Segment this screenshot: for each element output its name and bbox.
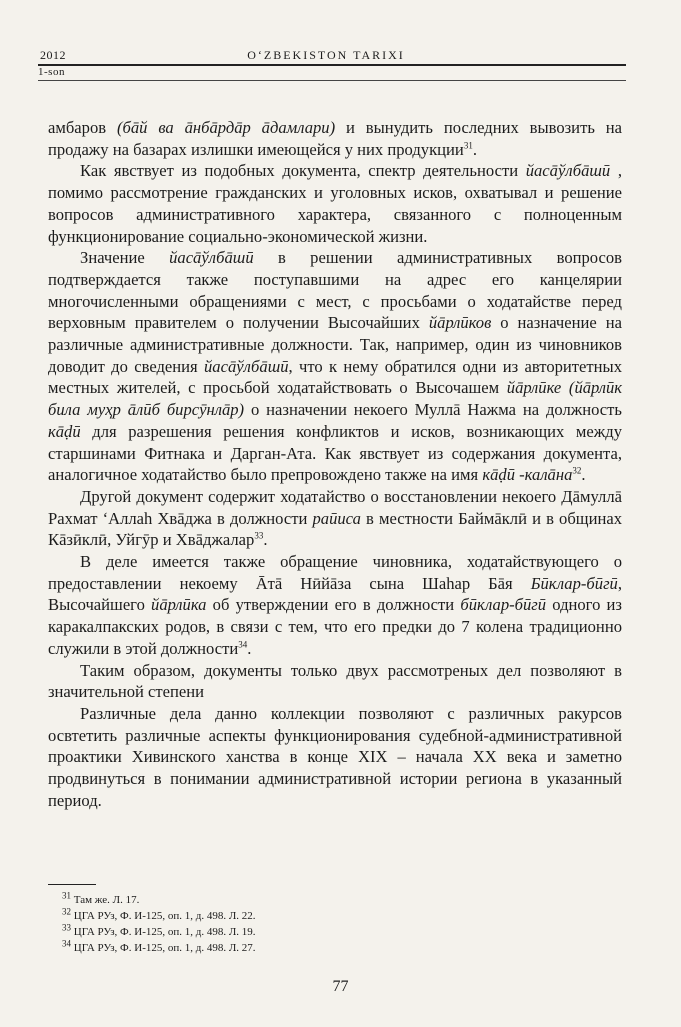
text-run: и вынудить последних вывозить на продажу на базарах излишки имеющейся у них продукции [48, 118, 623, 159]
italic-term: бӣклар-бӣгӣ [460, 595, 547, 615]
text-run: в местности Баймāклӣ и в общинах Кāзӣклӣ, Уйгӯр и Хвāджалар [48, 508, 622, 550]
italic-term: йāрлӣке (йāрлӣк била муҳр āлӣб бирсӯнлāр) [48, 378, 622, 420]
footnote [62, 924, 462, 940]
text-run: . [263, 530, 268, 550]
text-run: амбаров [48, 118, 117, 137]
italic-term: кāḍӣ [48, 421, 81, 441]
text-run: . [581, 465, 586, 485]
article-body [48, 117, 622, 812]
text-run: о назначении некоего Муллā Нажма на должность [244, 400, 622, 420]
header-year: 2012 [40, 48, 66, 62]
text-run: Различные дела данно коллекции позволяют с различных ракурсов освтетить различные аспекты функционирования судебной-административной проактики Хивинского ханства в конце XIX – начала XX века и заметно продвинуться в понимании административной истории региона в указанный период. [48, 703, 622, 810]
text-run: , помимо рассмотрение гражданских и уголовных исков, охватывал и решение вопросов административного характера, связанного с полноценным функционирование социально-экономической жизни. [48, 161, 622, 246]
text-run: . [472, 139, 477, 159]
footnotes [62, 892, 462, 956]
footnote-number: 33 [62, 922, 71, 933]
italic-term: раӣиса [312, 508, 361, 528]
italic-term: йасāўлбāшӣ [525, 161, 611, 181]
footnote-text: ЦГА РУз, Ф. И-125, оп. 1, д. 498. Л. 19. [71, 926, 256, 938]
italic-term: йāрлӣков [428, 313, 492, 333]
text-run: . [247, 638, 252, 658]
header-rule [38, 64, 626, 66]
italic-term: йасāўлбāшӣ [204, 356, 289, 376]
paragraph [48, 660, 622, 703]
footnote-text: ЦГА РУз, Ф. И-125, оп. 1, д. 498. Л. 22. [71, 910, 256, 922]
header-issue: 1-son [38, 66, 65, 78]
paragraph [48, 117, 622, 160]
text-run: о назначение на различные административные должности. Так, например, один из чиновников доводит до сведения [48, 313, 622, 376]
paragraph [48, 247, 622, 486]
header-rule-thin [38, 80, 626, 81]
footnote-ref: 32 [572, 465, 582, 476]
text-run: для разрешения решения конфликтов и исков, возникающих между старшинами Фитнака и Дарган-Ата. Как явствует из содержания документа, аналогичное ходатайство было препровождено также на имя [48, 421, 622, 485]
header-journal-title: O‘ZBEKISTON TARIXI [247, 48, 405, 62]
footnote-ref: 34 [238, 639, 248, 650]
page-number: 77 [332, 978, 349, 995]
text-run: Другой документ содержит ходатайство о восстановлении некоего Дāмуллā Рахмат ‘Аллаh Хвāджа в должности [48, 486, 622, 528]
footnote-ref: 33 [254, 530, 264, 541]
italic-term: кāḍӣ -калāна [482, 465, 573, 485]
footnote-number: 32 [62, 906, 71, 917]
text-run: Значение [80, 248, 170, 268]
italic-term: йāрлӣка [151, 595, 207, 615]
text-run: , что к нему обратился одни из авторитетных местных жителей, с просьбой ходатайствовать о Высочашем [48, 356, 622, 398]
text-run: , Высочайшего [48, 573, 622, 615]
text-run: Таким образом, документы только двух рассмотреных дел позволяют в значительной степени [48, 660, 622, 702]
footnote-number: 34 [62, 938, 71, 949]
footnote-text: ЦГА РУз, Ф. И-125, оп. 1, д. 498. Л. 27. [71, 942, 256, 954]
footnote-ref: 31 [463, 140, 473, 151]
italic-term: Бӣклар-бӣгӣ [530, 573, 618, 593]
footnote [62, 940, 462, 956]
paragraph [48, 160, 622, 247]
footnote [62, 892, 462, 908]
text-run: В деле имеется также обращение чиновника, ходатайствующего о предоставлении некоему Āтā Нӣйāза сына Шаhар Бāя [48, 552, 622, 593]
footnote-number: 31 [62, 890, 71, 901]
footnote-rule [48, 884, 96, 885]
text-run: в решении административных вопросов подтверждается также поступавшими на адрес его канцелярии многочисленными обращениями с мест, с просьбами о ходатайстве перед верховным правителем о получении Высочайших [48, 248, 622, 333]
footnote [62, 908, 462, 924]
text-run: об утверждении его в должности [206, 595, 461, 615]
footnote-text: Там же. Л. 17. [71, 894, 140, 906]
paragraph [48, 486, 622, 551]
paragraph [48, 551, 622, 660]
running-head [40, 48, 626, 63]
paragraph [48, 703, 622, 812]
italic-term: (бāй ва āнбāрдāр āдамлари) [116, 118, 336, 137]
italic-term: йасāўлбāшӣ [169, 248, 254, 268]
text-run: Как явствует из подобных документа, спектр деятельности [80, 161, 526, 181]
text-run: одного из каракалпакских родов, в связи с тем, что его предки до 7 колена традиционно служили в этой должности [48, 595, 622, 658]
